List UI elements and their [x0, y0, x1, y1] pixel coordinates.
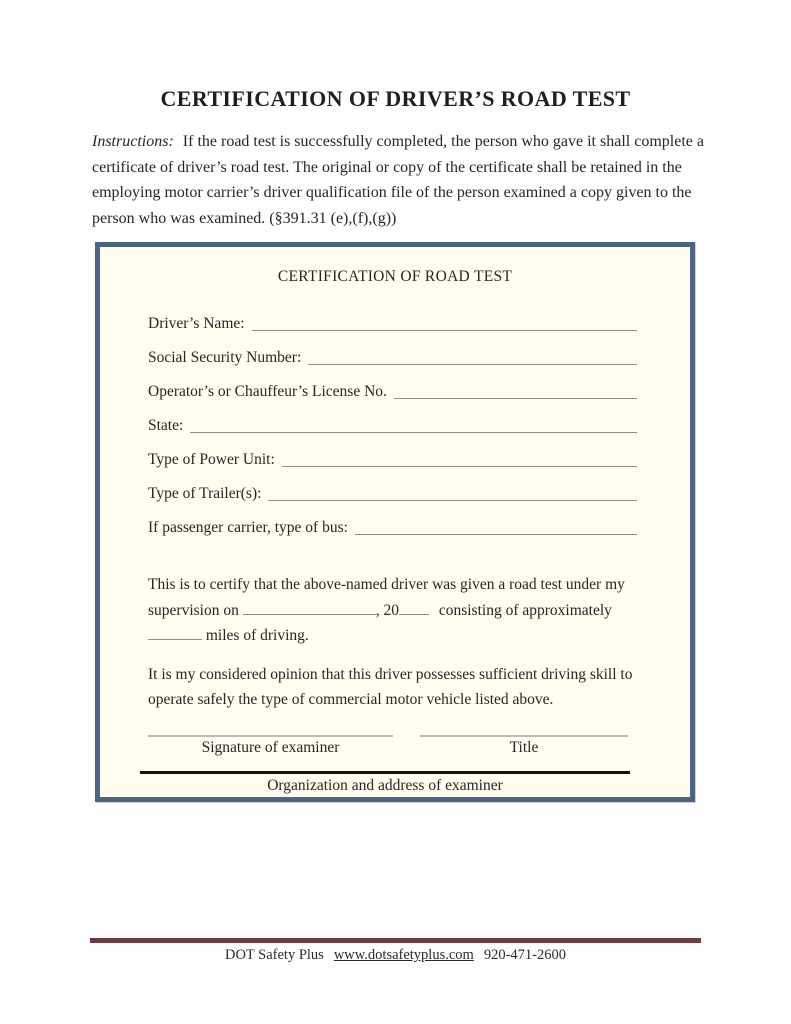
page-title: CERTIFICATION OF DRIVER’S ROAD TEST	[160, 86, 631, 111]
ssn-input[interactable]	[308, 349, 637, 365]
form-fields	[148, 299, 637, 537]
certify-text-2: , 20	[375, 601, 399, 619]
examiner-title-label: Title	[509, 738, 539, 756]
power-unit-label: Type of Power Unit:	[148, 451, 275, 468]
certify-text-4: miles of driving.	[205, 627, 309, 644]
road-test-year-input[interactable]	[399, 601, 429, 615]
title-column	[420, 735, 628, 757]
state-input[interactable]	[190, 417, 637, 433]
field-row-state	[148, 401, 637, 435]
footer-website-link[interactable]: www.dotsafetyplus.com	[333, 947, 474, 963]
trailer-type-input[interactable]	[268, 485, 637, 501]
opinion-statement: It is my considered opinion that this driver possesses sufficient driving skill to operate safely the type of commercial motor vehicle listed above.	[148, 665, 633, 708]
road-test-certificate-box	[95, 242, 695, 802]
field-row-power-unit	[148, 435, 637, 469]
miles-driven-input[interactable]	[148, 626, 202, 640]
field-row-drivers-name	[148, 299, 637, 333]
instructions-label: Instructions:	[92, 133, 174, 150]
instructions-text: If the road test is successfully completed, the person who gave it shall complete a certificate of driver’s road test. The original or copy of the certificate shall be retained in the employing motor carrier’s driver qualification file of the person examined a copy given to the person who was examined. (§391.31 (e),(f),(g))	[92, 133, 704, 227]
organization-block	[140, 771, 630, 795]
field-row-trailer-type	[148, 469, 637, 503]
examiner-title-input[interactable]	[420, 735, 628, 737]
bus-type-label: If passenger carrier, type of bus:	[148, 519, 348, 536]
footer-phone: 920-471-2600	[483, 947, 566, 963]
organization-address-input[interactable]	[140, 771, 630, 774]
field-row-ssn	[148, 333, 637, 367]
examiner-signature-input[interactable]	[148, 735, 393, 737]
instructions-paragraph	[92, 129, 706, 231]
road-test-date-input[interactable]	[243, 601, 376, 615]
certify-text-1: This is to certify that the above-named driver was given a road test under my supervision on	[148, 576, 625, 619]
state-label: State:	[148, 417, 184, 434]
certify-statement	[148, 572, 635, 649]
bus-type-input[interactable]	[355, 519, 637, 535]
drivers-name-input[interactable]	[252, 315, 637, 331]
examiner-signature-label: Signature of examiner	[201, 738, 340, 756]
field-row-license-no	[148, 367, 637, 401]
footer-company: DOT Safety Plus	[224, 947, 324, 963]
license-no-input[interactable]	[394, 383, 637, 399]
organization-address-label: Organization and address of examiner	[267, 776, 503, 794]
signature-column	[148, 735, 393, 757]
license-no-label: Operator’s or Chauffeur’s License No.	[148, 383, 387, 400]
certify-text-3: consisting of approximately	[438, 601, 612, 619]
power-unit-input[interactable]	[282, 451, 637, 467]
ssn-label: Social Security Number:	[148, 349, 302, 366]
signature-row	[148, 735, 628, 757]
form-heading: CERTIFICATION OF ROAD TEST	[277, 268, 513, 285]
footer	[90, 947, 701, 964]
field-row-bus-type	[148, 503, 637, 537]
footer-divider	[90, 938, 701, 943]
signature-gap	[393, 735, 420, 757]
drivers-name-label: Driver’s Name:	[148, 315, 245, 332]
trailer-type-label: Type of Trailer(s):	[148, 485, 262, 502]
